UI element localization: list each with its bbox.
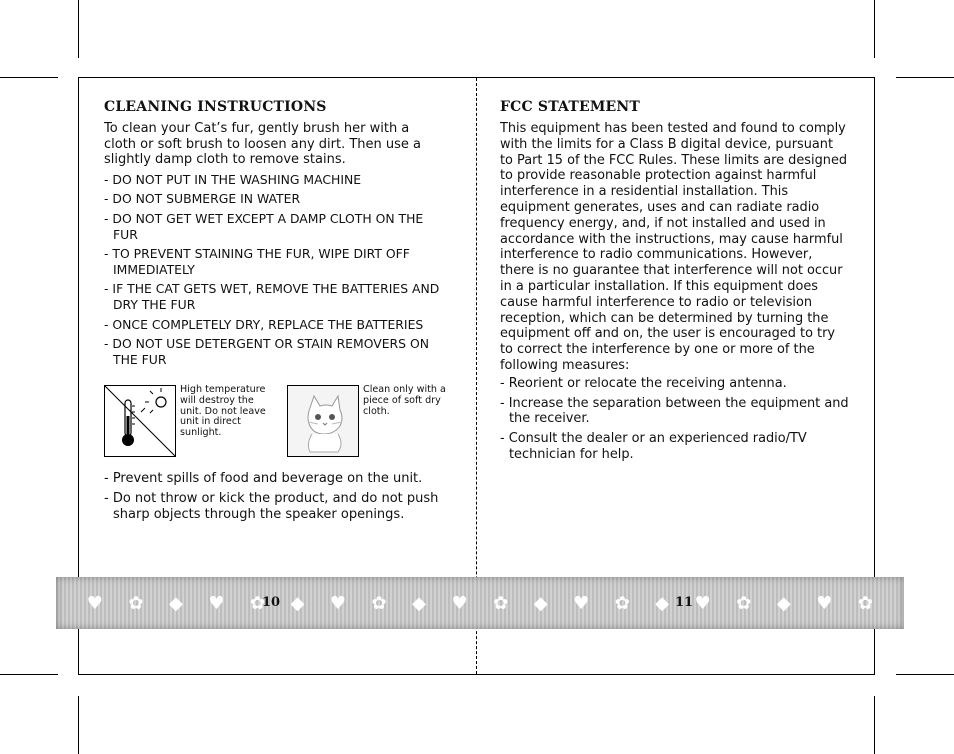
- diamond-icon: ◆: [776, 592, 791, 614]
- fcc-statement-heading: FCC STATEMENT: [500, 99, 641, 115]
- crop-mark: [874, 0, 875, 58]
- fcc-body: This equipment has been tested and found to comply with the limits for a Class B digital device, pursuant to Part 15 of the FCC Rules. These limits are designed to provide reasonable protection against harmful interference in a residential installation. This equipment generates, uses and can radiate radio frequency energy, and, if not installed and used in accordance with the instructions, may cause harmful interference to radio communications. However, there is no guarantee that interference will not occur in a particular installation. If this equipment does cause harmful interference to radio or television reception, which can be determined by turning the equipment off and on, the user is encouraged to try to correct the interference by one or more of the following measures:: [500, 121, 848, 373]
- list-item: - ONCE COMPLETELY DRY, REPLACE THE BATTERIES: [104, 316, 424, 332]
- heart-icon: ♥: [86, 592, 103, 614]
- flower-icon: ✿: [128, 592, 144, 614]
- list-item: - DO NOT GET WET EXCEPT A DAMP CLOTH ON THE FUR: [104, 210, 424, 242]
- list-item: - DO NOT SUBMERGE IN WATER: [104, 191, 301, 207]
- crop-mark: [78, 0, 79, 58]
- list-item: - Consult the dealer or an experienced radio/TV technician for help.: [500, 431, 807, 462]
- page-number-left: 10: [262, 595, 281, 610]
- list-item: - Prevent spills of food and beverage on the unit.: [104, 471, 423, 487]
- band-pattern: [56, 577, 904, 629]
- list-item: - Increase the separation between the equipment and the receiver.: [500, 395, 849, 427]
- crop-mark: [896, 674, 954, 675]
- heart-icon: ♥: [816, 592, 833, 614]
- cleaning-intro: To clean your Cat’s fur, gently brush her with a cloth or soft brush to loosen any dirt. Then use a slightly damp cloth to remove stains.: [104, 121, 422, 168]
- safety-list: [104, 471, 444, 522]
- crop-mark: [0, 77, 58, 78]
- no-sunlight-thermometer-icon: [104, 385, 176, 457]
- sunlight-caption: High temperature will destroy the unit. Do not leave unit in direct sunlight.: [180, 384, 266, 438]
- crop-mark: [78, 696, 79, 754]
- heart-icon: ♥: [573, 592, 590, 614]
- cloth-caption: Clean only with a piece of soft dry cloth.: [363, 384, 446, 417]
- diamond-icon: ◆: [655, 592, 670, 614]
- flower-icon: ✿: [371, 592, 387, 614]
- list-item: - TO PREVENT STAINING THE FUR, WIPE DIRT OFF IMMEDIATELY: [104, 246, 410, 277]
- decorative-footer-band: [56, 577, 904, 629]
- cleaning-list: [104, 172, 444, 368]
- crop-mark: [874, 696, 875, 754]
- diamond-icon: ◆: [533, 592, 548, 614]
- page-number-right: 11: [675, 595, 694, 610]
- list-item: - DO NOT PUT IN THE WASHING MACHINE: [104, 171, 362, 187]
- flower-icon: ✿: [857, 592, 873, 614]
- cleaning-instructions-section: [104, 99, 444, 526]
- fcc-measures-list: [500, 376, 850, 463]
- crop-mark: [896, 77, 954, 78]
- diamond-icon: ◆: [168, 592, 183, 614]
- flower-icon: ✿: [493, 592, 509, 614]
- fcc-statement-section: [500, 99, 850, 467]
- list-item: - Reorient or relocate the receiving antenna.: [500, 375, 787, 391]
- list-item: - IF THE CAT GETS WET, REMOVE THE BATTERIES AND DRY THE FUR: [104, 281, 440, 312]
- flower-icon: ✿: [249, 592, 266, 614]
- cleaning-instructions-heading: CLEANING INSTRUCTIONS: [104, 99, 327, 115]
- flower-icon: ✿: [736, 592, 752, 614]
- cat-illustration-icon: [287, 385, 359, 457]
- diamond-icon: ◆: [290, 592, 305, 614]
- heart-icon: ♥: [694, 592, 711, 614]
- heart-icon: ♥: [208, 592, 225, 614]
- crop-mark: [0, 674, 58, 675]
- diamond-icon: ◆: [412, 592, 426, 614]
- flower-icon: ✿: [614, 592, 630, 614]
- care-icons: [104, 379, 444, 461]
- list-item: - DO NOT USE DETERGENT OR STAIN REMOVERS ON THE FUR: [104, 336, 429, 367]
- heart-icon: ♥: [451, 592, 468, 614]
- list-item: - Do not throw or kick the product, and do not push sharp objects through the speaker openings.: [104, 490, 439, 522]
- heart-icon: ♥: [329, 592, 347, 614]
